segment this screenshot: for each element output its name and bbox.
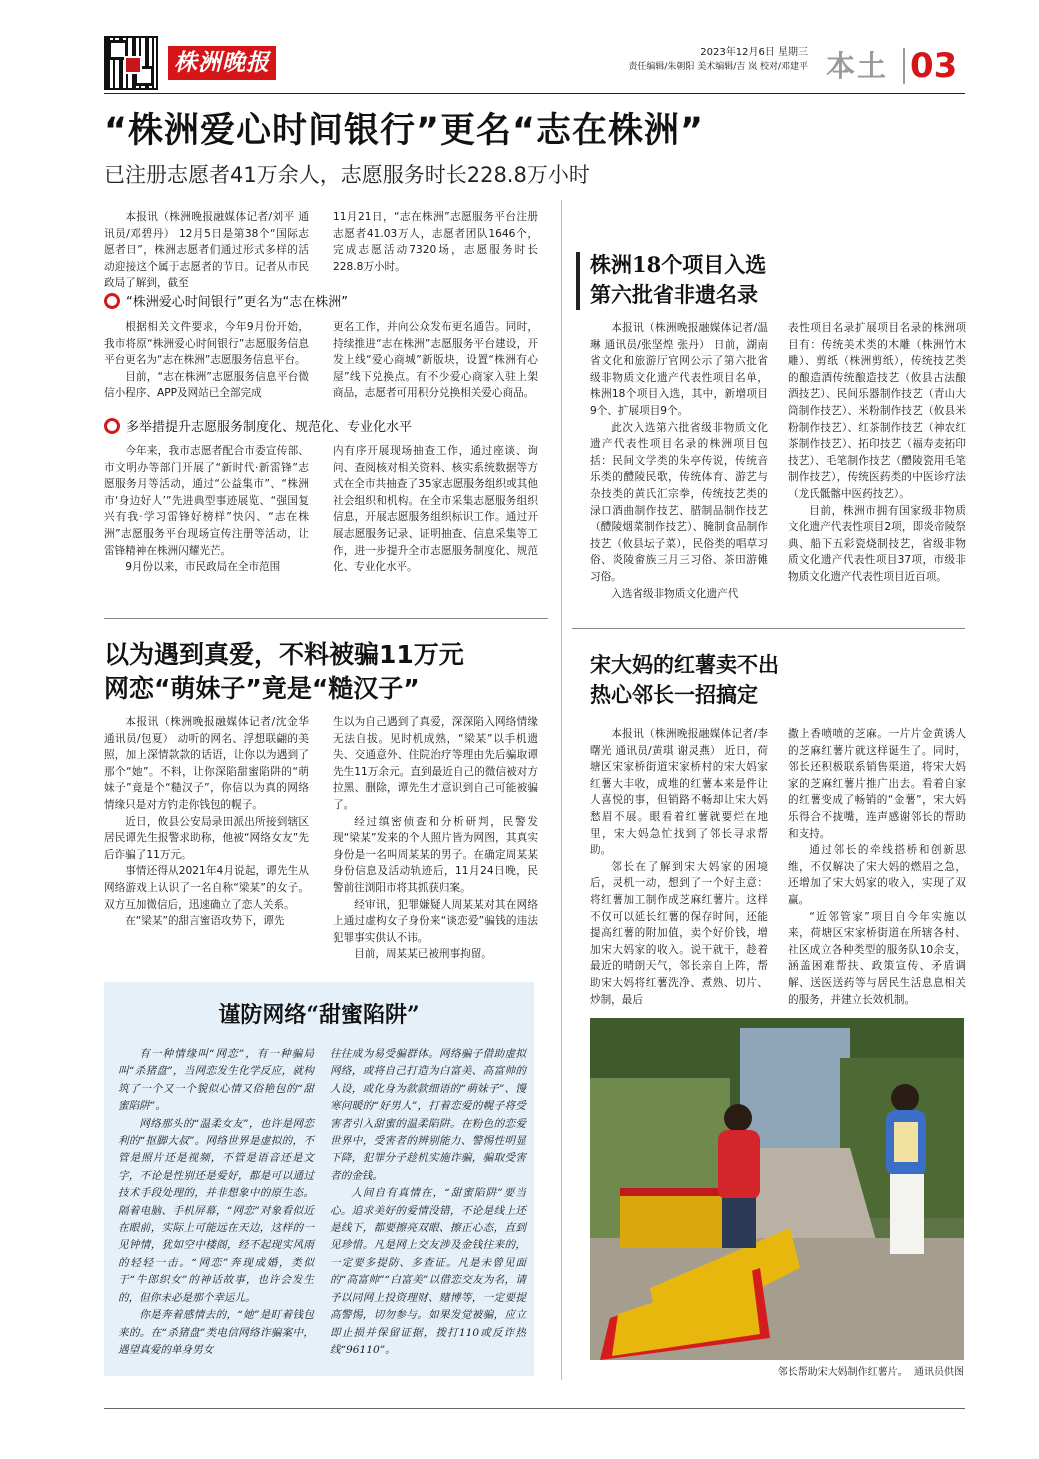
article4-paragraph: 本报讯（株洲晚报融媒体记者/李曙光 通讯员/黄琪 谢灵燕） 近日，荷塘区宋家桥街道宋家桥村的宋大妈家红薯大丰收，成堆的红薯本来是件让人喜悦的事，但销路不畅却让宋大妈愁眉不展。眼看着红薯就要烂在地里，宋大妈急忙找到了邻长寻求帮助。 [590,728,768,857]
sidebar-paragraph: 有一种情缘叫“网恋”，有一种骗局叫“杀猪盘”，当网恋发生化学反应，就构筑了一个又一个貌似心情又俗艳包的“甜蜜陷阱”。 [118,1048,314,1113]
article3-headline: 以为遇到真爱，不料被骗11万元 [104,640,464,669]
red-ring-icon [104,293,120,309]
article1-paragraph: 今年来，我市志愿者配合市委宣传部、市文明办等部门开展了“新时代·新雷锋”志愿服务月等活动，通过“公益集市”、“株洲市‘身边好人’”先进典型事迹展览、“强国复兴有我·学习雷锋好榜样”快闪、“志在株洲”志愿服务平台现场宣传注册等活动，让雷锋精神在株洲闪耀光芒。 [104,445,309,557]
article1-subhead-1: “株洲爱心时间银行”更名为“志在株洲” [104,293,544,312]
article4-headline-2: 热心邻长一招搞定 [590,682,758,707]
article4-paragraph: “近邻管家”项目自今年实施以来，荷塘区宋家桥街道在所辖各村、社区成立各种类型的服务队10余支，涵盖困难帮扶、政策宣传、矛盾调解、送医送药等与居民生活息息相关的服务，并建立长效机制。 [788,910,966,1006]
article4-paragraph: 邻长在了解到宋大妈家的困境后，灵机一动，想到了一个好主意：将红薯加工制作成芝麻红薯片。这样不仅可以延长红薯的保存时间，还能提高红薯的附加值，卖个好价钱，增加宋大妈家的收入。说干就干，趁着最近的晴朗天气，邻长亲自上阵，帮助宋大妈将红薯洗净、煮熟、切片、炒制，最后 [590,860,768,1006]
article2-accent-bar [576,252,580,310]
red-ring-icon [104,418,120,434]
article3-paragraph: 经审讯，犯罪嫌疑人周某某对其在网络上通过虚构女子身份来“谈恋爱”骗钱的违法犯罪事实供认不讳。 [333,898,538,944]
article2-headline-2: 第六批省非遗名录 [590,282,758,307]
article1-lead-cont: 11月21日，“志在株洲”志愿服务平台注册志愿者41.03万人，志愿者团队1646个，完成志愿活动7320场，志愿服务时长228.8万小时。 [333,211,538,273]
article4-paragraph: 撒上香喷喷的芝麻。一片片金黄诱人的芝麻红薯片就这样诞生了。同时，邻长还积极联系销售渠道，将宋大妈家的芝麻红薯片推广出去。看着自家的红薯变成了畅销的“金薯”，宋大妈乐得合不拢嘴，连声感谢邻长的帮助和支持。 [788,728,966,840]
article3-paragraph: 近日，攸县公安局录田派出所接到辖区居民谭先生报警求助称，他被“网络女友”先后诈骗了11万元。 [104,815,309,861]
article3-headline-2: 网恋“萌妹子”竟是“糙汉子” [104,674,420,703]
article2-paragraph: 目前，株洲市拥有国家级非物质文化遗产代表性项目2项，即炎帝陵祭典、船下五彩瓷烧制技艺，省级非物质文化遗产代表性项目37项，市级非物质文化遗产代表性项目近百项。 [788,504,966,583]
article3-paragraph: 事情还得从2021年4月说起，谭先生从网络游戏上认识了一名自称“梁某”的女子。双方互加微信后，迅速确立了恋人关系。 [104,865,309,911]
article1-lead: 本报讯（株洲晚报融媒体记者/刘平 通讯员/邓碧丹） 12月5日是第38个“国际志愿者日”，株洲志愿者们通过形式多样的活动迎接这个属于志愿者的节日。记者从市民政局了解到，截至 [104,211,309,290]
sidebar-paragraph: 网络那头的“温柔女友”，也许是网恋利的“抠脚大叔”。网络世界是虚拟的，不管是照片还是视频，不管是语音还是文字，不论是性别还是爱好，都是可以通过技术手段处理的，并非想象中的原生态。隔着电脑、手机屏幕，“网恋”对象看似近在眼前，实际上可能远在天边，这样的一见钟情，犹如空中楼阁，经不起现实风雨的轻轻一击。“网恋”奔现成婚，类似于“牛郎织女”的神话故事，也许会发生的，但你未必是那个幸运儿。 [118,1117,314,1304]
column-divider [561,200,562,1380]
article1-paragraph: 内有序开展现场抽查工作，通过座谈、询问、查阅核对相关资料、核实系统数据等方式在全市共抽查了35家志愿服务组织或其他社会组织和机构。在全市采集志愿服务组织信息，开展志愿服务组织标识工作。通过开展志愿服务记录、证明抽查、信息采集等工作，进一步提升全市志愿服务制度化、规范化、专业化水平。 [333,445,538,574]
article4-paragraph: 通过邻长的牵线搭桥和创新思维，不仅解决了宋大妈的燃眉之急，还增加了宋大妈家的收入，实现了双赢。 [788,844,966,906]
article2-paragraph: 本报讯（株洲晚报融媒体记者/温琳 通讯员/张坚煌 张丹） 日前，湖南省文化和旅游厅官网公示了第六批省级非物质文化遗产代表性项目名单，株洲18个项目入选，其中，新增项目9个、扩展项目9个。 [590,322,768,417]
article2-paragraph: 入选省级非物质文化遗产代 [611,587,739,600]
header-rule [104,93,965,94]
article3-paragraph: 目前，周某某已被刑事拘留。 [354,948,492,961]
article1-headline: “株洲爱心时间银行”更名“志在株洲” [104,111,705,151]
article2-paragraph: 此次入选第六批省级非物质文化遗产代表性项目名录的株洲项目包括：民间文学类的朱亭传说，传统音乐类的醴陵民歌，传统体育、游艺与杂技类的黄氏汇宗拳，传统技艺类的渌口酒曲制作技艺、腊制品制作技艺（醴陵烟菜制作技艺）、腌制食品制作技艺（攸县坛子菜），民俗类的唱草习俗、炎陵畲族三月三习俗、茶田游傩习俗。 [590,421,768,583]
sidebar-title: 谨防网络“甜蜜陷阱” [218,1002,420,1028]
article-rule [104,618,548,619]
article4-headline: 宋大妈的红薯卖不出 [590,652,779,677]
article2-headline: 株洲18个项目入选 [590,252,767,277]
photo-caption: 邻长帮助宋大妈制作红薯片。 通讯员供图 [777,1367,964,1378]
sidebar-paragraph: 你是奔着感情去的，“她”是盯着钱包来的。在“杀猪盘”类电信网络诈骗案中，遇望真爱的单身男女 [118,1309,314,1356]
sidebar-paragraph: 往往成为易受骗群体。网络骗子借助虚拟网络，或将自己打造为白富美、高富帅的人设，或化身为款款细语的“萌妹子”、馒寒问暖的“好男人”，打着恋爱的幌子将受害者引入甜蜜的温柔陷阱。在粉色的恋爱世界中，受害者的辨别能力、警惕性明显下降，犯罪分子趁机实施诈骗，骗取受害者的金钱。 [330,1048,526,1182]
editor-credits: 责任编辑/朱朝阳 美术编辑/吉 岚 校对/邓建平 [628,62,808,72]
header-divider [903,48,905,84]
page-number: 03 [910,46,958,86]
news-photo [590,1018,964,1360]
article3-paragraph: 在“梁某”的甜言蜜语攻势下，谭先 [125,915,285,928]
article1-subhead-2: 多举措提升志愿服务制度化、规范化、专业化水平 [104,418,544,437]
article2-paragraph: 表性项目名录扩展项目名录的株洲项目有：传统美术类的木雕（株洲竹木雕）、剪纸（株洲剪纸），传统技艺类的酿造酒传统酿造技艺（攸县古法酿酒技艺）、民间乐器制作技艺（青山大筒制作技艺）、米粉制作技艺（攸县米粉制作技艺）、红茶制作技艺（神农红茶制作技艺）、拓印技艺（福寿麦拓印技艺）、毛笔制作技艺（醴陵瓷用毛笔制作技艺），传统医药类的中医诊疗法（龙氏骶髂中医药技艺）。 [788,322,966,500]
article1-subheadline: 已注册志愿者41万余人，志愿服务时长228.8万小时 [104,163,590,187]
article1-paragraph: 目前，“志在株洲”志愿服务信息平台微信小程序、APP及网站已全部完成 [104,370,309,400]
article-rule [572,628,965,629]
article1-paragraph: 更名工作，并向公众发布更名通告。同时，持续推进“志在株洲”志愿服务平台建设，开发上线“爱心商城”新版块，设置“株洲有心屋”线下兑换点。有不少爱心商家入驻上架商品，志愿者可用积分兑换相关爱心商品。 [333,321,538,400]
section-label: 本土 [826,49,889,83]
masthead-logo: 株洲晚报 [168,46,276,80]
article3-paragraph: 生以为自己遇到了真爱，深深陷入网络情缘无法自拔。见时机成熟，“梁某”以手机遗失、交通意外、住院治疗等理由先后骗取谭先生11万余元。直到最近自己的微信被对方拉黑、删除，谭先生才意识到自己可能被骗了。 [333,716,538,811]
article1-paragraph: 根据相关文件要求，今年9月份开始，我市将原“株洲爱心时间银行”志愿服务信息平台更名为“志在株洲”志愿服务信息平台。 [104,321,309,367]
article1-paragraph: 9月份以来，市民政局在全市范围 [125,561,281,574]
qr-logo-icon [124,56,142,74]
article3-paragraph: 经过缜密侦查和分析研判，民警发现“梁某”发来的个人照片皆为网图，其真实身份是一名叫周某某的男子。在确定周某某身份信息及活动轨迹后，11月24日晚，民警前往浏阳市将其抓获归案。 [333,815,538,894]
footer-rule [104,1408,965,1409]
photo-illustration [590,1018,964,1360]
article3-paragraph: 本报讯（株洲晚报融媒体记者/沈金华 通讯员/包夏） 动听的网名、浮想联翩的美照，加上深情款款的话语，让你以为遇到了那个“她”。不料，让你深陷甜蜜陷阱的“萌妹子”竟是个“糙汉子”，你信以为真的网络情缘只是对方钓走你钱包的幌子。 [104,716,309,811]
issue-date: 2023年12月6日 星期三 [700,47,808,58]
sidebar-paragraph: 人间自有真情在，“甜蜜陷阱”要当心。追求美好的爱情没错，不论是线上还是线下，都要擦亮双眼、擦正心态，直到见珍惜。凡是网上交友涉及金钱往来的，一定要多提防、多查证。凡是未曾见面的“高富帅”“白富美”以借恋交友为名，请予以同网上投资理财、赌博等，一定要提高警惕，切勿参与。如果发觉被骗，应立即止损并保留证据，拨打110或反诈热线“96110”。 [330,1187,526,1356]
